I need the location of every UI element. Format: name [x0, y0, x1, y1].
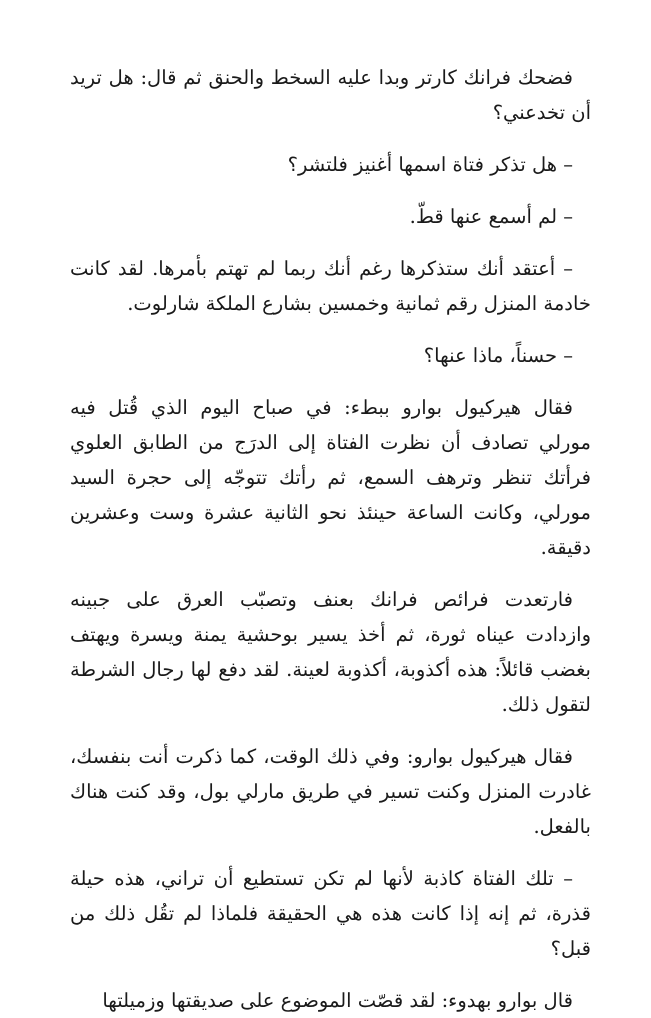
paragraph-5: – حسناً، ماذا عنها؟: [423, 344, 573, 367]
paragraph-4: – أعتقد أنك ستذكرها رغم أنك ربما لم تهتم بأمرها. لقد كانت خادمة المنزل رقم ثمانية وخمسين بشارع الملكة شارلوت.: [70, 257, 591, 315]
paragraph-9: – تلك الفتاة كاذبة لأنها لم تكن تستطيع أن تراني، هذه حيلة قذرة، ثم إنه إذا كانت هذه هي الحقيقة فلماذا لم تقُل ذلك من قبل؟: [70, 867, 591, 960]
paragraph-10: قال بوارو بهدوء: لقد قصّت الموضوع على صديقتها وزميلتها: [102, 989, 573, 1012]
paragraph-7: فارتعدت فرائص فرانك بعنف وتصبّب العرق على جبينه وازدادت عيناه ثورة، ثم أخذ يسير بوحشية يمنة ويسرة ويهتف بغضب قائلاً: هذه أكذوبة، أكذوبة لعينة. لقد دفع لها رجال الشرطة لتقول ذلك.: [70, 588, 591, 716]
paragraph-3: – لم أسمع عنها قطّ.: [409, 205, 573, 228]
paragraph-1: فضحك فرانك كارتر وبدا عليه السخط والحنق ثم قال: هل تريد أن تخدعني؟: [70, 66, 591, 124]
document-page: [70, 60, 591, 1018]
paragraph-8: فقال هيركيول بوارو: وفي ذلك الوقت، كما ذكرت أنت بنفسك، غادرت المنزل وكنت تسير في طريق مارلي بول، وقد كنت هناك بالفعل.: [70, 745, 591, 838]
paragraph-2: – هل تذكر فتاة اسمها أغنيز فلتشر؟: [287, 153, 573, 176]
paragraph-6: فقال هيركيول بوارو ببطء: في صباح اليوم الذي قُتل فيه مورلي تصادف أن نظرت الفتاة إلى الدرَج من الطابق العلوي فرأتك تنظر وترهف السمع، ثم رأتك تتوجّه إلى حجرة السيد مورلي، وكانت الساعة حينئذ نحو الثانية عشرة وست وعشرين دقيقة.: [70, 396, 591, 559]
